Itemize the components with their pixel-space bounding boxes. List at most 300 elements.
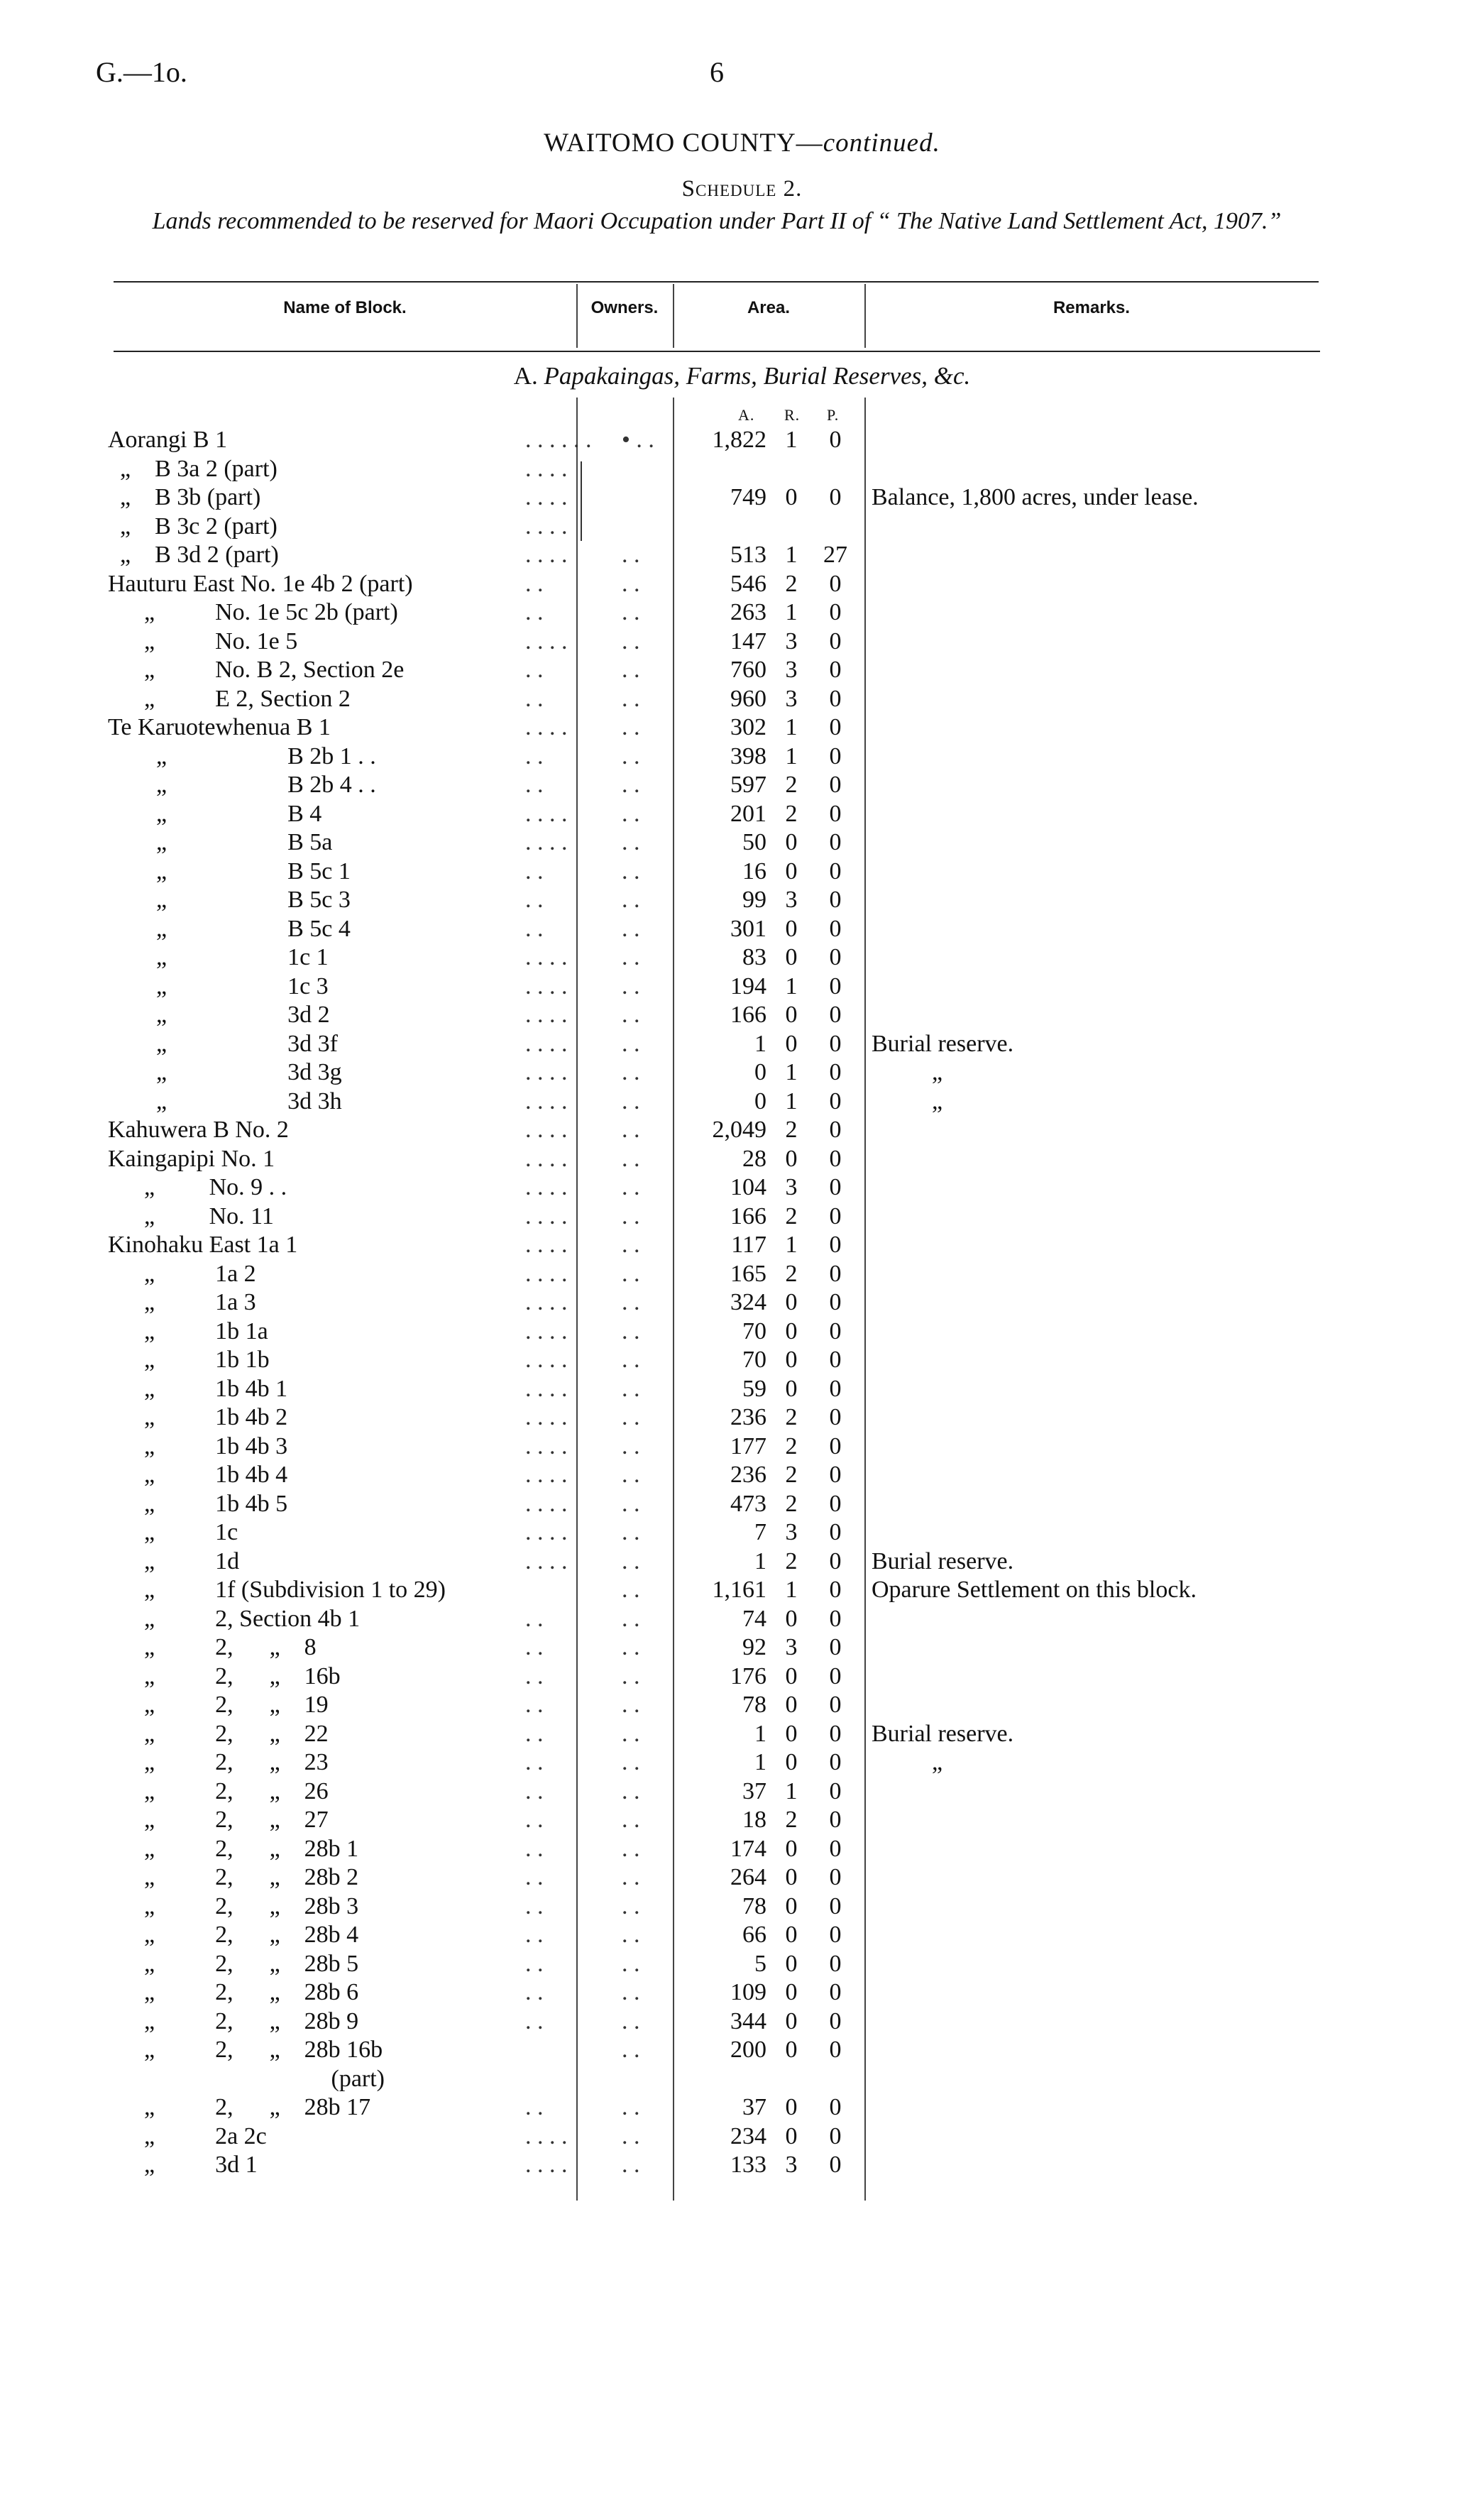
area-roods: 2: [785, 1117, 798, 1143]
table-row: [0, 1720, 1484, 1749]
area-roods: 0: [785, 1289, 798, 1315]
area-acres: 59: [742, 1375, 766, 1402]
area-roods: 0: [785, 1950, 798, 1977]
block-name: „ 1f (Subdivision 1 to 29): [108, 1577, 446, 1603]
table-row: [0, 570, 1484, 599]
owners-mark: . .: [622, 972, 640, 999]
table-row: [0, 1001, 1484, 1030]
area-acres: 147: [730, 628, 766, 654]
area-perches: 0: [829, 1317, 842, 1344]
owners-mark: . .: [622, 1749, 640, 1775]
area-perches: 0: [829, 1835, 842, 1862]
area-acres: 200: [730, 2037, 766, 2063]
area-perches: 0: [829, 944, 842, 970]
table-row: [0, 1346, 1484, 1375]
owners-mark: . .: [622, 1232, 640, 1258]
leader-dots: . . . .: [525, 1432, 568, 1459]
table-row: [0, 685, 1484, 714]
area-perches: 0: [829, 800, 842, 827]
owners-mark: . .: [622, 2007, 640, 2034]
area-roods: 3: [785, 628, 798, 654]
area-roods: 0: [785, 1375, 798, 1402]
area-acres: 344: [730, 2007, 766, 2034]
leader-dots: . . . .: [525, 513, 568, 539]
block-name: „ 1d: [108, 1547, 240, 1574]
leader-dots: . . . .: [525, 1317, 568, 1344]
block-name: „ 2, „ 28b 17: [108, 2094, 371, 2120]
area-acres: 133: [730, 2152, 766, 2178]
owners-mark: . .: [622, 570, 640, 597]
leader-dots: . . . .: [525, 542, 568, 568]
leader-dots: . . . .: [525, 1202, 568, 1229]
block-name: „ 2, „ 28b 16b: [108, 2037, 383, 2063]
table-row: [0, 2036, 1484, 2065]
table-top-rule: [114, 281, 1319, 283]
table-row: [0, 943, 1484, 972]
area-perches: 0: [829, 1634, 842, 1660]
area-acres: 398: [730, 743, 766, 769]
section-letter: A.: [513, 362, 538, 390]
county-title-suffix: continued.: [823, 128, 940, 158]
area-acres: 7: [754, 1519, 766, 1545]
table-row: [0, 513, 1484, 542]
area-acres: 166: [730, 1202, 766, 1229]
table-row: [0, 1605, 1484, 1634]
column-header-block: Name of Block.: [283, 298, 407, 317]
block-name: „ 1a 3: [108, 1289, 256, 1315]
area-roods: 2: [785, 800, 798, 827]
owners-mark: . .: [622, 772, 640, 798]
area-acres: 78: [742, 1692, 766, 1718]
section-title: [0, 362, 1484, 390]
schedule-heading: Schedule 2.: [681, 176, 803, 202]
leader-dots: . . . .: [525, 800, 568, 827]
area-roods: 0: [785, 1922, 798, 1948]
area-perches: 0: [829, 972, 842, 999]
area-unit-roods: R.: [784, 406, 801, 424]
block-name: „ 1b 4b 1: [108, 1375, 288, 1402]
table-row: [0, 1260, 1484, 1289]
area-roods: 0: [785, 829, 798, 855]
area-acres: 2,049: [712, 1117, 766, 1143]
remarks-text: „: [872, 1059, 943, 1085]
leader-dots: . . . .: [525, 1002, 568, 1028]
remarks-text: Oparure Settlement on this block.: [872, 1577, 1197, 1603]
area-roods: 2: [785, 1547, 798, 1574]
table-row: [0, 1403, 1484, 1432]
table-row: [0, 1662, 1484, 1692]
leader-dots: . . . .: [525, 1375, 568, 1402]
table-row: [0, 1921, 1484, 1950]
area-roods: 3: [785, 685, 798, 712]
area-perches: 0: [829, 2037, 842, 2063]
area-perches: 0: [829, 2122, 842, 2149]
leader-dots: . .: [525, 1634, 544, 1660]
area-perches: 0: [829, 743, 842, 769]
area-perches: 0: [829, 1059, 842, 1085]
table-row: [0, 886, 1484, 915]
area-perches: 0: [829, 1087, 842, 1114]
table-row: [0, 1461, 1484, 1490]
area-acres: 263: [730, 599, 766, 625]
owners-mark: . .: [622, 1807, 640, 1833]
area-perches: 0: [829, 1432, 842, 1459]
block-name: „ 1b 1b: [108, 1347, 270, 1373]
area-acres: 28: [742, 1145, 766, 1172]
table-row: [0, 1576, 1484, 1605]
leader-dots: . . . .: [525, 2122, 568, 2149]
area-acres: 1,161: [712, 1577, 766, 1603]
table-row: [0, 1231, 1484, 1260]
area-acres: 301: [730, 915, 766, 942]
block-name: „ 2, „ 28b 5: [108, 1950, 359, 1977]
area-acres: 92: [742, 1634, 766, 1660]
area-acres: 74: [742, 1605, 766, 1632]
remarks-text: Burial reserve.: [872, 1720, 1014, 1747]
area-roods: 0: [785, 1002, 798, 1028]
leader-dots: . .: [525, 887, 544, 913]
area-perches: 0: [829, 2152, 842, 2178]
area-roods: 0: [785, 484, 798, 510]
area-perches: 0: [829, 1950, 842, 1977]
area-roods: 0: [785, 1692, 798, 1718]
area-roods: 0: [785, 1030, 798, 1057]
owners-mark: . .: [622, 1922, 640, 1948]
area-roods: 3: [785, 2152, 798, 2178]
leader-dots: . .: [525, 1605, 544, 1632]
table-row: [0, 915, 1484, 944]
table-row: [0, 1145, 1484, 1174]
area-perches: 0: [829, 1145, 842, 1172]
leader-dots: . .: [525, 1777, 544, 1804]
area-acres: 264: [730, 1864, 766, 1890]
area-acres: 236: [730, 1404, 766, 1430]
area-perches: 0: [829, 1117, 842, 1143]
section-text: Papakaingas, Farms, Burial Reserves, &c.: [544, 362, 971, 390]
table-row: [0, 1806, 1484, 1835]
area-unit-perches: P.: [827, 406, 840, 424]
area-perches: 0: [829, 1577, 842, 1603]
area-perches: 0: [829, 1692, 842, 1718]
block-name: „ 3d 3g: [108, 1059, 342, 1085]
block-name: „ 3d 2: [108, 1002, 330, 1028]
owners-mark: . .: [622, 743, 640, 769]
leader-dots: . .: [525, 1749, 544, 1775]
area-acres: 546: [730, 570, 766, 597]
area-roods: 0: [785, 1835, 798, 1862]
leader-dots: . . . .: [525, 1030, 568, 1057]
area-acres: 513: [730, 542, 766, 568]
area-perches: 0: [829, 857, 842, 884]
table-row: [0, 1375, 1484, 1404]
leader-dots: . . . .: [525, 455, 568, 482]
area-roods: 0: [785, 1347, 798, 1373]
area-perches: 0: [829, 1347, 842, 1373]
area-perches: 0: [829, 685, 842, 712]
block-name: „ 2, Section 4b 1: [108, 1605, 361, 1632]
area-acres: 66: [742, 1922, 766, 1948]
block-name: Kaingapipi No. 1: [108, 1145, 275, 1172]
area-roods: 3: [785, 887, 798, 913]
table-row: [0, 800, 1484, 829]
table-row: [0, 713, 1484, 743]
table-row: [0, 1777, 1484, 1807]
leader-dots: . .: [525, 2094, 544, 2120]
leader-dots: . .: [525, 743, 544, 769]
area-roods: 2: [785, 1807, 798, 1833]
table-row: [0, 1116, 1484, 1145]
table-row: [0, 1633, 1484, 1662]
area-perches: 0: [829, 772, 842, 798]
table-row: [0, 1317, 1484, 1347]
area-perches: 0: [829, 714, 842, 740]
area-acres: 83: [742, 944, 766, 970]
block-name: „ B 2b 4 . .: [108, 772, 376, 798]
owners-mark: . .: [622, 1087, 640, 1114]
area-roods: 3: [785, 1519, 798, 1545]
area-perches: 0: [829, 427, 842, 453]
owners-mark: . .: [622, 1864, 640, 1890]
area-acres: 166: [730, 1002, 766, 1028]
block-name: „ B 5c 4: [108, 915, 351, 942]
area-roods: 0: [785, 2037, 798, 2063]
block-name: „ B 3a 2 (part): [108, 455, 277, 482]
area-acres: 104: [730, 1174, 766, 1200]
area-acres: 194: [730, 972, 766, 999]
leader-dots: . . . .: [525, 944, 568, 970]
area-roods: 0: [785, 1605, 798, 1632]
column-header-area: Area.: [747, 298, 791, 317]
area-acres: 760: [730, 657, 766, 683]
block-name: „ 2, „ 28b 3: [108, 1892, 359, 1919]
owners-mark: . .: [622, 1117, 640, 1143]
area-roods: 2: [785, 1202, 798, 1229]
area-acres: 1: [754, 1547, 766, 1574]
leader-dots: . . . .: [525, 1347, 568, 1373]
area-roods: 3: [785, 1634, 798, 1660]
area-acres: 16: [742, 857, 766, 884]
leader-dots: . . . .: [525, 484, 568, 510]
area-roods: 0: [785, 915, 798, 942]
area-perches: 0: [829, 1892, 842, 1919]
area-perches: 0: [829, 2094, 842, 2120]
owners-mark: . .: [622, 944, 640, 970]
area-roods: 1: [785, 1059, 798, 1085]
owners-mark: . .: [622, 1462, 640, 1488]
leader-dots: . .: [525, 1864, 544, 1890]
area-perches: 0: [829, 1720, 842, 1747]
area-roods: 0: [785, 1720, 798, 1747]
leader-dots: . . . .: [525, 1462, 568, 1488]
area-roods: 3: [785, 1174, 798, 1200]
owners-mark: . .: [622, 1892, 640, 1919]
area-acres: 5: [754, 1950, 766, 1977]
area-roods: 0: [785, 1892, 798, 1919]
owners-mark: . .: [622, 1202, 640, 1229]
column-header-remarks: Remarks.: [1052, 298, 1131, 317]
table-row: [0, 1691, 1484, 1720]
area-acres: 302: [730, 714, 766, 740]
table-row: [0, 1518, 1484, 1547]
block-name: „ 1b 4b 4: [108, 1462, 288, 1488]
area-perches: 0: [829, 1749, 842, 1775]
block-name: „ B 3d 2 (part): [108, 542, 279, 568]
table-row: [0, 1892, 1484, 1922]
table-row: [0, 1202, 1484, 1232]
owners-mark: . .: [622, 1260, 640, 1287]
area-acres: 174: [730, 1835, 766, 1862]
owners-mark: . .: [622, 1777, 640, 1804]
table-row: [0, 1030, 1484, 1059]
area-perches: 0: [829, 2007, 842, 2034]
block-name: „ 3d 3h: [108, 1087, 342, 1114]
owners-mark: . .: [622, 1317, 640, 1344]
area-perches: 0: [829, 1777, 842, 1804]
block-name: „ B 5c 1: [108, 857, 351, 884]
owners-mark: . .: [622, 2152, 640, 2178]
block-name: „ 2, „ 19: [108, 1692, 329, 1718]
block-name: „ 2, „ 22: [108, 1720, 329, 1747]
area-perches: 0: [829, 1289, 842, 1315]
area-roods: 1: [785, 1577, 798, 1603]
area-roods: 3: [785, 657, 798, 683]
owners-mark: . .: [622, 2037, 640, 2063]
owners-mark: . .: [622, 800, 640, 827]
owners-mark: . .: [622, 1835, 640, 1862]
leader-dots: . . . . . .: [525, 427, 592, 453]
leader-dots: . .: [525, 657, 544, 683]
table-row: [0, 2065, 1484, 2094]
area-roods: 2: [785, 570, 798, 597]
block-name: „ 1c 1: [108, 944, 329, 970]
owners-mark: . .: [622, 1692, 640, 1718]
table-row: [0, 2007, 1484, 2037]
area-roods: 0: [785, 1317, 798, 1344]
leader-dots: . . . .: [525, 1404, 568, 1430]
column-header-owners: Owners.: [590, 298, 659, 317]
area-roods: 1: [785, 743, 798, 769]
table-row: [0, 828, 1484, 857]
owners-mark: . .: [622, 1174, 640, 1200]
leader-dots: . . . .: [525, 1547, 568, 1574]
block-name: „ 1c: [108, 1519, 238, 1545]
area-acres: 70: [742, 1347, 766, 1373]
block-name: „ B 3c 2 (part): [108, 513, 277, 539]
area-perches: 0: [829, 484, 842, 510]
remarks-text: Burial reserve.: [872, 1547, 1014, 1574]
area-acres: 1: [754, 1720, 766, 1747]
area-perches: 0: [829, 1807, 842, 1833]
area-acres: 78: [742, 1892, 766, 1919]
area-perches: 0: [829, 887, 842, 913]
area-acres: 99: [742, 887, 766, 913]
leader-dots: . . . .: [525, 1174, 568, 1200]
block-name: „ B 2b 1 . .: [108, 743, 376, 769]
block-name: „ 2, „ 26: [108, 1777, 329, 1804]
block-name: „ 2, „ 23: [108, 1749, 329, 1775]
block-name: „ 1b 4b 2: [108, 1404, 288, 1430]
owners-mark: . .: [622, 1662, 640, 1689]
block-name: „ 3d 3f: [108, 1030, 338, 1057]
block-name: „ 2, „ 28b 6: [108, 1979, 359, 2005]
table-row: [0, 2122, 1484, 2152]
block-name: Te Karuotewhenua B 1: [108, 714, 331, 740]
block-name: „ 3d 1: [108, 2152, 258, 2178]
area-acres: 1: [754, 1030, 766, 1057]
block-name: „ 1a 2: [108, 1260, 256, 1287]
table-row: [0, 2151, 1484, 2180]
page-reference: G.—1o.: [96, 56, 187, 88]
table-row: [0, 1835, 1484, 1864]
leader-dots: . .: [525, 570, 544, 597]
table-row: [0, 426, 1484, 455]
area-perches: 0: [829, 628, 842, 654]
area-roods: 1: [785, 1232, 798, 1258]
area-perches: 0: [829, 1462, 842, 1488]
table-row: [0, 1087, 1484, 1117]
area-roods: 0: [785, 857, 798, 884]
owners-mark: . .: [622, 599, 640, 625]
area-acres: 176: [730, 1662, 766, 1689]
leader-dots: . . . .: [525, 1059, 568, 1085]
owners-mark: • . .: [622, 427, 654, 453]
block-name: „ B 5a: [108, 829, 333, 855]
table-row: [0, 743, 1484, 772]
block-name: „ E 2, Section 2: [108, 685, 351, 712]
area-acres: 177: [730, 1432, 766, 1459]
owners-mark: . .: [622, 1432, 640, 1459]
area-acres: 473: [730, 1490, 766, 1517]
area-roods: 2: [785, 1260, 798, 1287]
table-row: [0, 1547, 1484, 1577]
area-acres: 597: [730, 772, 766, 798]
leader-dots: . .: [525, 857, 544, 884]
area-roods: 0: [785, 2094, 798, 2120]
table-row: [0, 1173, 1484, 1202]
leader-dots: . .: [525, 1835, 544, 1862]
owners-mark: . .: [622, 1030, 640, 1057]
area-roods: 2: [785, 1490, 798, 1517]
area-acres: 1: [754, 1749, 766, 1775]
block-name: „ 2, „ 28b 4: [108, 1922, 359, 1948]
area-perches: 0: [829, 1174, 842, 1200]
leader-dots: . . . .: [525, 1117, 568, 1143]
table-row: [0, 541, 1484, 570]
area-perches: 0: [829, 570, 842, 597]
owners-mark: . .: [622, 1605, 640, 1632]
leader-dots: . . . .: [525, 1289, 568, 1315]
leader-dots: . .: [525, 1662, 544, 1689]
area-roods: 2: [785, 1404, 798, 1430]
area-acres: 0: [754, 1059, 766, 1085]
table-row: [0, 1432, 1484, 1462]
leader-dots: . . . .: [525, 1519, 568, 1545]
area-perches: 0: [829, 1202, 842, 1229]
owners-mark: . .: [622, 887, 640, 913]
area-acres: 70: [742, 1317, 766, 1344]
area-perches: 0: [829, 829, 842, 855]
block-name: „ 2, „ 16b: [108, 1662, 341, 1689]
remarks-text: Burial reserve.: [872, 1030, 1014, 1057]
block-name: Kinohaku East 1a 1: [108, 1232, 298, 1258]
area-perches: 0: [829, 599, 842, 625]
table-row: [0, 483, 1484, 513]
table-row: [0, 1950, 1484, 1979]
leader-dots: . . . .: [525, 1490, 568, 1517]
table-row: [0, 857, 1484, 887]
area-roods: 1: [785, 1777, 798, 1804]
area-unit-acres: A.: [738, 406, 755, 424]
